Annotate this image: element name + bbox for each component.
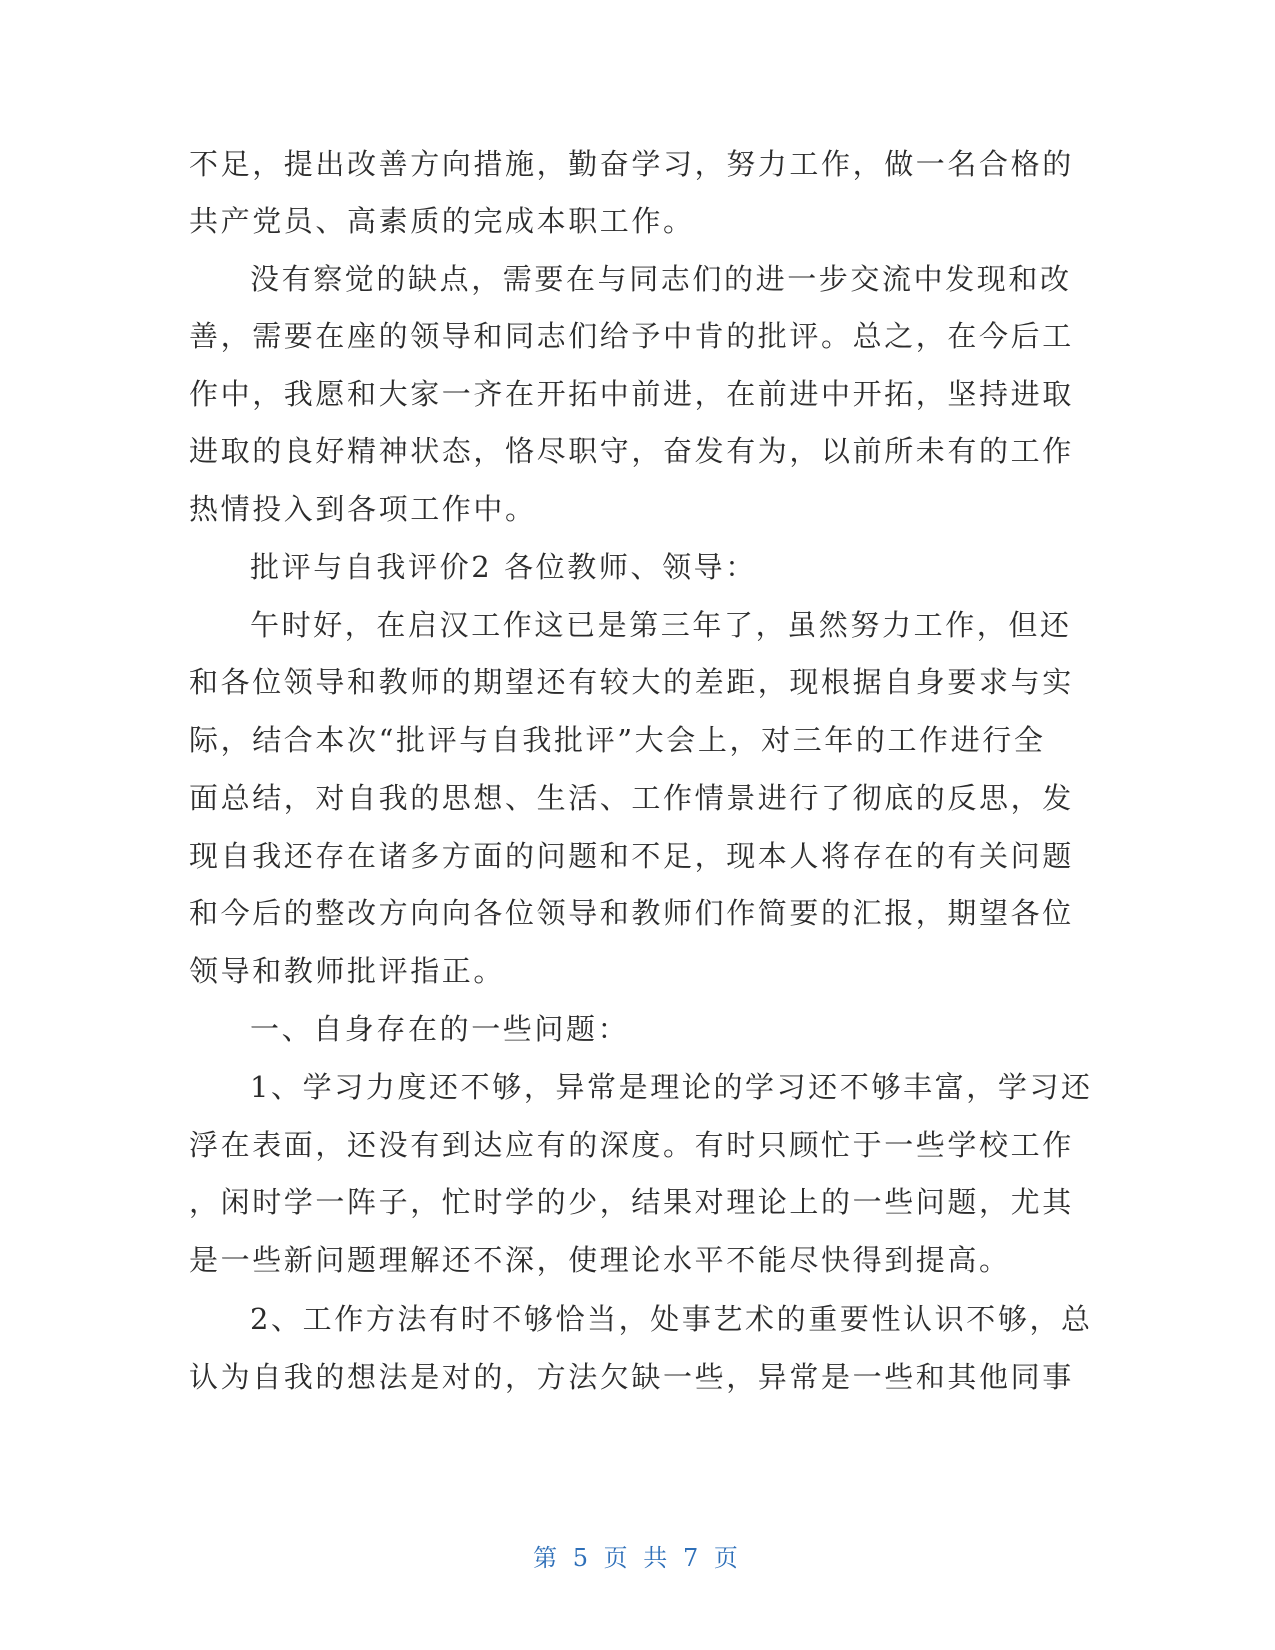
body-text-line: 作中，我愿和大家一齐在开拓中前进，在前进中开拓，坚持进取 xyxy=(189,377,1074,411)
body-text-line: 进取的良好精神状态，恪尽职守，奋发有为，以前所未有的工作 xyxy=(189,434,1074,468)
body-text-line: 午时好，在启汉工作这已是第三年了，虽然努力工作，但还 xyxy=(250,608,1072,642)
body-text-line: 和各位领导和教师的期望还有较大的差距，现根据自身要求与实 xyxy=(189,665,1074,699)
body-text-line: 领导和教师批评指正。 xyxy=(189,954,506,988)
body-text-line: 热情投入到各项工作中。 xyxy=(189,492,537,526)
body-text-line: 共产党员、高素质的完成本职工作。 xyxy=(189,204,695,238)
body-text-line: 2、工作方法有时不够恰当，处事艺术的重要性认识不够，总 xyxy=(250,1302,1093,1336)
section-heading: 批评与自我评价2 各位教师、领导： xyxy=(250,550,757,584)
body-text-line: 1、学习力度还不够，异常是理论的学习还不够丰富，学习还 xyxy=(250,1070,1093,1104)
section-heading: 一、自身存在的一些问题： xyxy=(250,1012,630,1046)
page-number-footer: 第 5 页 共 7 页 xyxy=(533,1544,742,1572)
body-text-line: 面总结，对自我的思想、生活、工作情景进行了彻底的反思，发 xyxy=(189,781,1074,815)
body-text-line: 和今后的整改方向向各位领导和教师们作简要的汇报，期望各位 xyxy=(189,896,1074,930)
body-text-line: 善，需要在座的领导和同志们给予中肯的批评。总之，在今后工 xyxy=(189,319,1074,353)
body-text-line: 是一些新问题理解还不深，使理论水平不能尽快得到提高。 xyxy=(189,1243,1011,1277)
body-text-line: 没有察觉的缺点，需要在与同志们的进一步交流中发现和改 xyxy=(250,262,1072,296)
body-text-line: 现自我还存在诸多方面的问题和不足，现本人将存在的有关问题 xyxy=(189,839,1074,873)
body-text-line: 际，结合本次“批评与自我批评”大会上，对三年的工作进行全 xyxy=(189,723,1046,757)
body-text-line: 不足，提出改善方向措施，勤奋学习，努力工作，做一名合格的 xyxy=(189,147,1074,181)
body-text-line: ，闲时学一阵子，忙时学的少，结果对理论上的一些问题，尤其 xyxy=(189,1185,1074,1219)
body-text-line: 认为自我的想法是对的，方法欠缺一些，异常是一些和其他同事 xyxy=(189,1360,1074,1394)
body-text-line: 浮在表面，还没有到达应有的深度。有时只顾忙于一些学校工作 xyxy=(189,1128,1074,1162)
